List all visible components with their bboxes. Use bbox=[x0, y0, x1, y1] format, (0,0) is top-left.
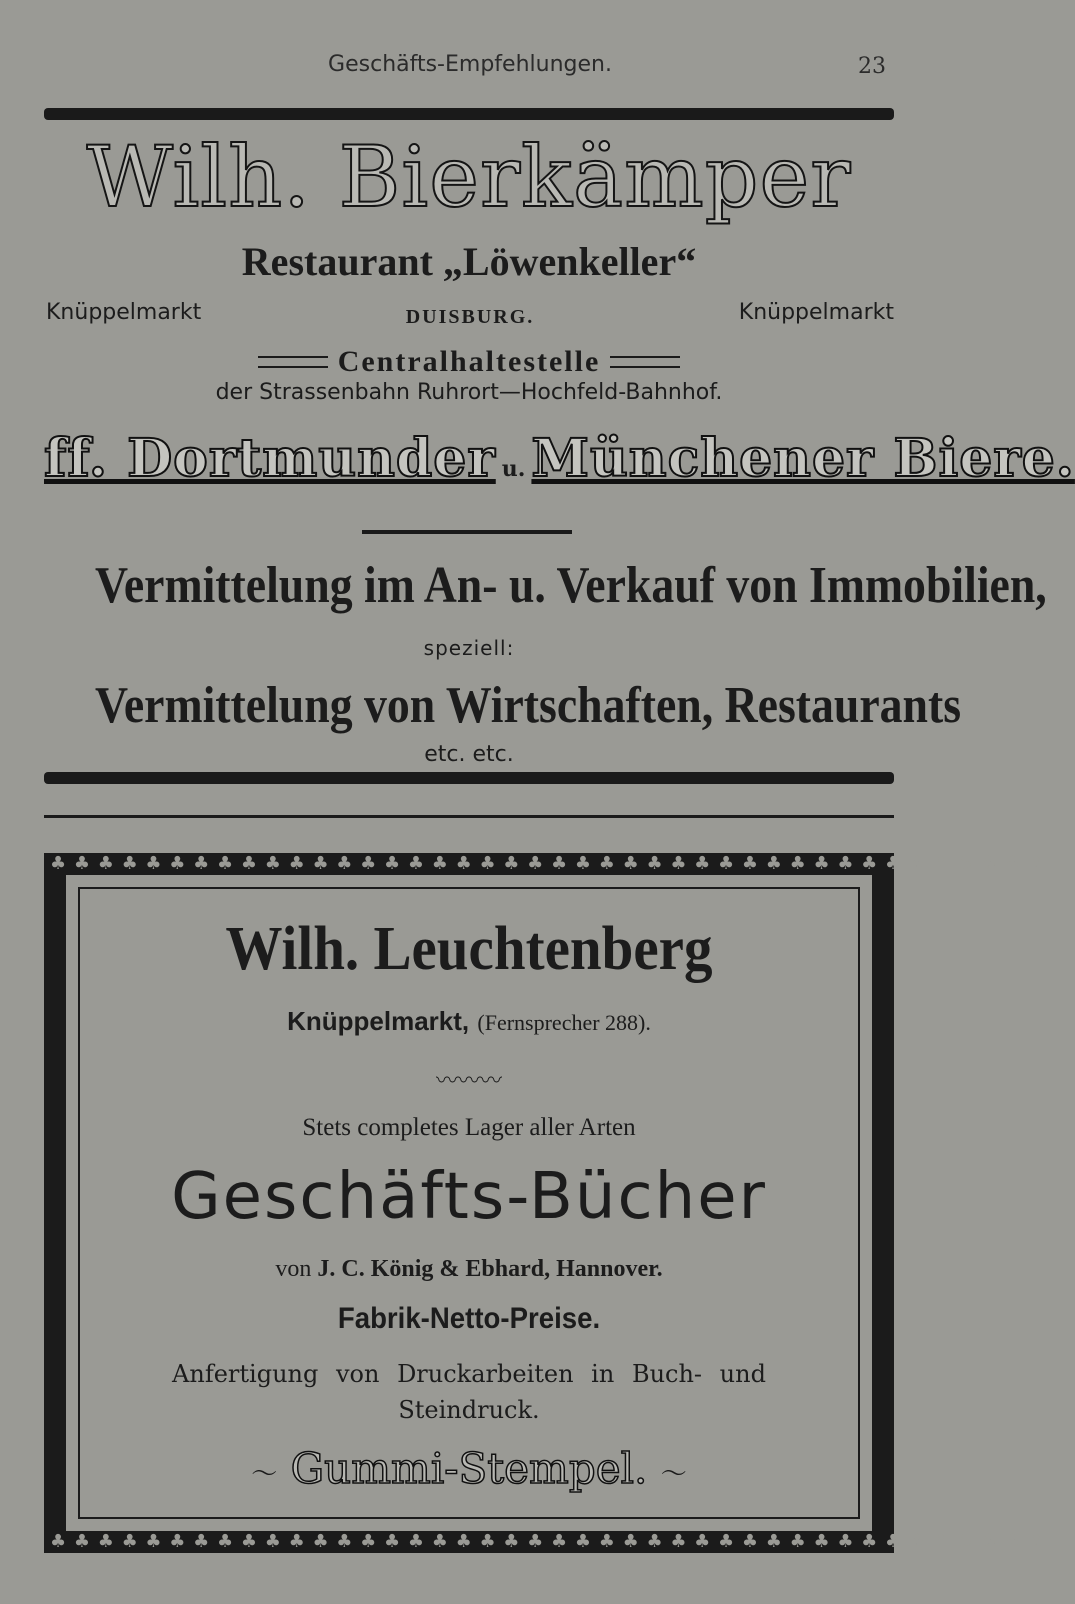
ad1-beers bbox=[44, 428, 1075, 489]
double-rule-right bbox=[610, 356, 680, 368]
ad2-supplier bbox=[80, 1256, 858, 1283]
flourish-icon: 〰〰〰 bbox=[435, 1069, 502, 1094]
bottom-ornamental-rule bbox=[44, 772, 894, 784]
clover-ornament-top: ♣ ♣ ♣ ♣ ♣ ♣ ♣ ♣ ♣ ♣ ♣ ♣ ♣ ♣ ♣ ♣ ♣ ♣ ♣ ♣ ♣ ♣ ♣ ♣ ♣ ♣ ♣ ♣ ♣ ♣ ♣ ♣ ♣ ♣ ♣ ♣ ♣ ♣ ♣ ♣ ♣ ♣ bbox=[50, 853, 1046, 874]
ad1-city: DUISBURG. bbox=[405, 306, 535, 328]
ad2-product: Geschäfts-Bücher bbox=[171, 1160, 767, 1234]
ad1-beers-part1: ff. Dortmunder bbox=[44, 428, 496, 489]
ad1-street-left: Knüppelmarkt bbox=[46, 300, 202, 325]
ad2-supplier-name: J. C. König & Ebhard, Hannover. bbox=[317, 1256, 663, 1282]
swirl-left-icon: 〜 bbox=[251, 1459, 278, 1490]
ad2-prices: Fabrik-Netto-Preise. bbox=[337, 1302, 601, 1335]
page-number: 23 bbox=[858, 54, 886, 79]
ad1-vermittelung: Vermittelung von Wirtschaften, Restaurants bbox=[95, 677, 962, 734]
ad1-tram-line: der Strassenbahn Ruhrort—Hochfeld-Bahnhof. bbox=[215, 380, 723, 405]
ad2-phone: (Fernsprecher 288). bbox=[477, 1010, 651, 1035]
running-title: Geschäfts-Empfehlungen. bbox=[328, 52, 612, 77]
top-ornamental-rule bbox=[44, 108, 894, 120]
ad2-printing-line1: Anfertigung von Druckarbeiten in Buch- und bbox=[172, 1360, 766, 1388]
ad1-property-services: Vermittelung im An- u. Verkauf von Immobilien, bbox=[95, 557, 1047, 614]
ad1-etc: etc. etc. bbox=[424, 742, 514, 767]
ad1-halt: Centralhaltestelle bbox=[337, 345, 601, 378]
ad1-short-divider bbox=[362, 530, 572, 534]
ad2-stamps bbox=[80, 1444, 858, 1493]
ad1-street-right: Knüppelmarkt bbox=[738, 300, 894, 325]
ad2-printing-line2: Steindruck. bbox=[398, 1396, 540, 1424]
ad1-business-name: Wilh. Bierkämper bbox=[86, 128, 852, 226]
ad2-supplier-prefix: von bbox=[275, 1256, 312, 1282]
clover-ornament-bottom: ♣ ♣ ♣ ♣ ♣ ♣ ♣ ♣ ♣ ♣ ♣ ♣ ♣ ♣ ♣ ♣ ♣ ♣ ♣ ♣ ♣ ♣ ♣ ♣ ♣ ♣ ♣ ♣ ♣ ♣ ♣ ♣ ♣ ♣ ♣ ♣ ♣ ♣ ♣ ♣ ♣ ♣ bbox=[50, 1531, 1046, 1552]
ad2-address-street: Knüppelmarkt, bbox=[287, 1006, 470, 1036]
ad1-speziell: speziell: bbox=[423, 636, 515, 660]
double-rule-left bbox=[258, 356, 328, 368]
ad-separator-rule bbox=[44, 815, 894, 818]
ad2-stock-line: Stets completes Lager aller Arten bbox=[302, 1114, 636, 1141]
ad1-beers-part2: Münchener Biere. bbox=[531, 428, 1075, 489]
ad2-address bbox=[80, 1006, 858, 1037]
ad1-beers-and: u. bbox=[501, 456, 526, 482]
ad1-restaurant-name: Restaurant „Löwenkeller“ bbox=[241, 239, 697, 284]
ad2-business-name: Wilh. Leuchtenberg bbox=[225, 915, 713, 983]
swirl-right-icon: 〜 bbox=[660, 1459, 687, 1490]
ad1-halt-line bbox=[44, 345, 894, 379]
ad2-stamps-text: Gummi-Stempel. bbox=[290, 1444, 648, 1493]
